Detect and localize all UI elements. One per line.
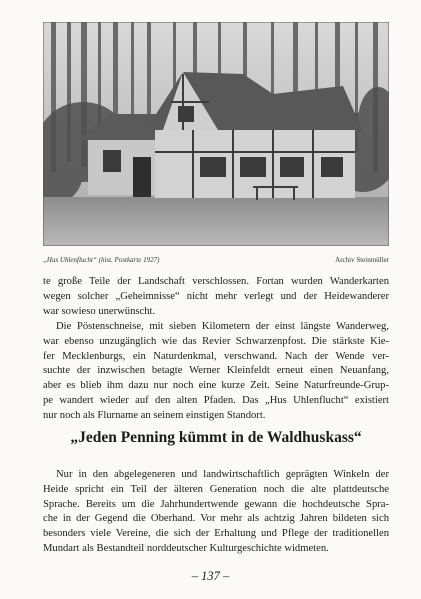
text-line: wegen solcher „Geheimnisse“ nicht mehr verlegt und der Heidewanderer xyxy=(43,290,389,302)
text-line: aber es blieb ihm dazu nur noch eine kurze Zeit. Seine Naturfreunde-Grup- xyxy=(43,380,389,392)
historic-photo-hus-uhlenflucht xyxy=(43,22,389,246)
text-line: te große Teile der Landschaft verschlossen. Fortan wurden Wanderkarten xyxy=(43,276,389,287)
text-line: suchte der inzwischen betagte Werner Kleinfeldt erneut einen Neuanfang, xyxy=(43,365,389,377)
text-line: Heide spricht ein Teil der älteren Generation noch die alte plattdeutsche xyxy=(43,483,389,495)
paragraph-3 xyxy=(43,468,389,557)
text-line: war sowieso unerwünscht. xyxy=(43,305,156,317)
photo-caption: „Hus Uhlenflucht“ (hist. Postkarte 1927) xyxy=(43,256,160,264)
section-heading: „Jeden Penning kümmt in de Waldhuskass“ xyxy=(70,429,362,446)
text-line: Mundart als Bestandteil norddeutscher Kulturgeschichte widmeten. xyxy=(43,542,329,554)
photo-credit: Archiv Steinmüller xyxy=(335,256,389,264)
paragraph-2 xyxy=(43,320,389,424)
text-line: pe wandert wieder auf den alten Pfaden. Das „Hus Uhlenflucht“ existiert xyxy=(43,394,389,406)
photo-caption-row xyxy=(43,254,389,266)
text-line: besonders viele Vereine, die sich der Erhaltung und Pflege der traditionellen xyxy=(43,528,389,540)
photo-illustration xyxy=(43,22,389,246)
text-line: fer Mecklenburgs, ein Naturdenkmal, verschwand. Nach der Wende ver- xyxy=(43,350,389,362)
text-line: war ebenso unzugänglich wie das Revier Schwarzenpfost. Die stärkste Kie- xyxy=(43,335,389,347)
text-line: nur noch als Flurname an seinem einstigen Standort. xyxy=(43,409,266,421)
text-line: Die Pöstenschneise, mit sieben Kilometern der einst längste Wanderweg, xyxy=(56,321,389,332)
text-line: che in der Gegend die Oberhand. Vor mehr als achtzig Jahren bildeten sich xyxy=(43,513,389,525)
paragraph-1 xyxy=(43,275,389,319)
text-line: Nur in den abgelegeneren und landwirtschaftlich geprägten Winkeln der xyxy=(56,469,389,480)
page-number: – 137 – xyxy=(191,569,230,583)
text-line: Sprache. Bereits um die Jahrhundertwende gewann die hochdeutsche Spra- xyxy=(43,498,389,510)
